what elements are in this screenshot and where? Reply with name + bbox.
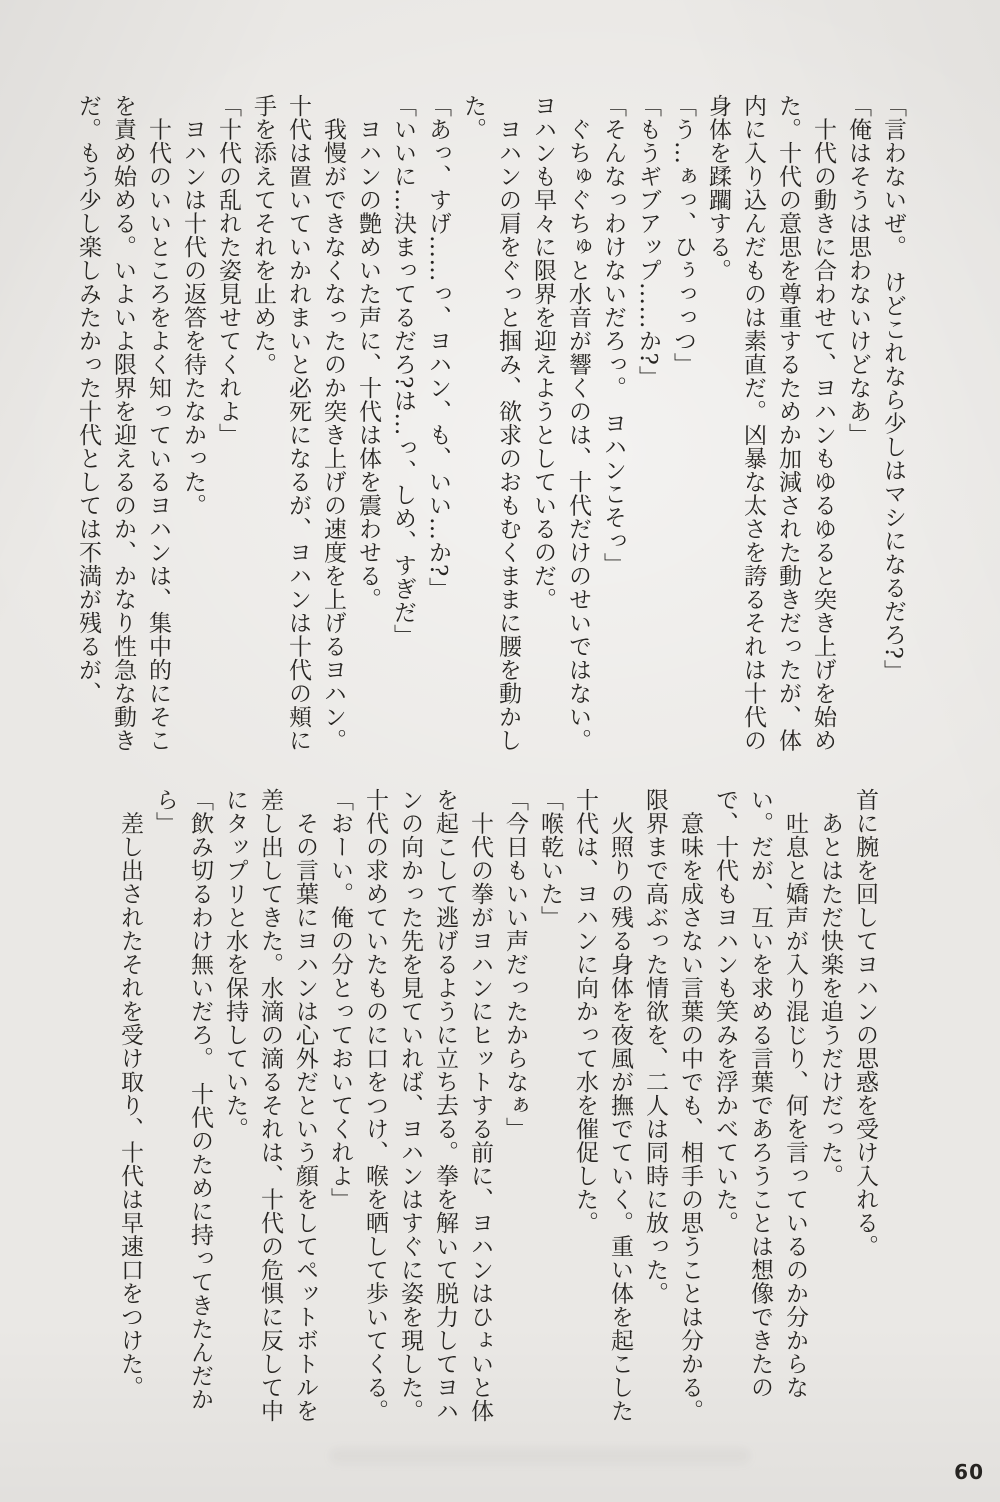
narrative-paragraph: 十代の拳がヨハンにヒットする前に、ヨハンはひょいと体を起こして逃げるように立ち去る。拳を解いて脱力してヨハンの向かった先を見ていれば、ヨハンはすぐに姿を現した。十代の求めていたものに口をつけ、喉を晒して歩いてくる。 <box>362 788 493 1423</box>
dialogue-line: 「俺はそうは思わないけどなあ」 <box>845 94 871 447</box>
narrative-paragraph: 首に腕を回してヨハンの思惑を受け入れる。 <box>852 788 878 1258</box>
dialogue-line: 「そんなっわけないだろっ。 ヨハンこそっ」 <box>600 94 626 576</box>
dialogue-line: 「飲み切るわけ無いだろ。 十代のために持ってきたんだから」 <box>152 788 213 1411</box>
narrative-paragraph: 十代のいいところをよく知っているヨハンは、集中的にそこを責め始める。いよいよ限界を迎えるのか、かなり性急な動きだ。もう少し楽しみたかった十代としては不満が残るが、 <box>75 94 171 752</box>
narrative-paragraph: 火照りの残る身体を夜風が撫でていく。重い体を起こした十代は、ヨハンに向かって水を催促した。 <box>572 788 633 1423</box>
narrative-paragraph: ヨハンの艶めいた声に、十代は体を震わせる。 <box>355 94 381 611</box>
dialogue-line: 「あっ、すげ……っ、ヨハン、も、いい…か?」 <box>425 94 451 601</box>
dialogue-line: 「おーい。俺の分とっておいてくれよ」 <box>327 788 353 1211</box>
dialogue-line: 「もうギブアップ……か?」 <box>635 94 661 389</box>
narrative-paragraph: その言葉にヨハンは心外だという顔をしてペットボトルを差し出してきた。水滴の滴るそれは、十代の危惧に反して中にタップリと水を保持していた。 <box>222 788 318 1423</box>
dialogue-line: 「いいに…決まってるだろ?は…っ、しめ、すぎだ」 <box>390 94 416 648</box>
narrative-paragraph: ヨハンの肩をぐっと掴み、欲求のおもむくままに腰を動かした。 <box>460 94 521 752</box>
dialogue-line: 「十代の乱れた姿見せてくれよ」 <box>215 94 241 447</box>
dialogue-line: 「う…ぁっ、ひぅっっつ」 <box>670 94 696 376</box>
dialogue-line: 「言わないぜ。 けどこれなら少しはマシになるだろ?」 <box>880 94 906 683</box>
scan-bleedthrough-smudge <box>330 1448 750 1464</box>
text-block-top <box>70 94 910 756</box>
narrative-paragraph: ヨハンは十代の返答を待たなかった。 <box>180 94 206 517</box>
narrative-paragraph: 十代の動きに合わせて、ヨハンもゆるゆると突き上げを始めた。十代の意思を尊重するためか加減された動きだったが、体内に入り込んだものは素直だ。凶暴な太さを誇るそれは十代の身体を蹂躙する。 <box>705 94 836 752</box>
page-number: 60 <box>954 1460 984 1484</box>
narrative-paragraph: ぐちゅぐちゅと水音が響くのは、十代だけのせいではない。ヨハンも早々に限界を迎えようとしているのだ。 <box>530 94 591 752</box>
narrative-paragraph: 吐息と嬌声が入り混じり、何を言っているのか分からない。だが、互いを求める言葉であろうことは想像できたので、十代もヨハンも笑みを浮かべていた。 <box>712 788 808 1399</box>
narrative-paragraph: 我慢ができなくなったのか突き上げの速度を上げるヨハン。十代は置いていかれまいと必死になるが、ヨハンは十代の頬に手を添えてそれを止めた。 <box>250 94 346 752</box>
dialogue-line: 「喉乾いた」 <box>537 788 563 929</box>
narrative-paragraph: あとはただ快楽を追うだけだった。 <box>817 788 843 1188</box>
text-block-bottom <box>112 788 882 1444</box>
narrative-paragraph: 意味を成さない言葉の中でも、相手の思うことは分かる。限界まで高ぶった情欲を、二人は同時に放った。 <box>642 788 703 1423</box>
narrative-paragraph: 差し出されたそれを受け取り、十代は早速口をつけた。 <box>117 788 143 1399</box>
dialogue-line: 「今日もいい声だったからなぁ」 <box>502 788 528 1141</box>
